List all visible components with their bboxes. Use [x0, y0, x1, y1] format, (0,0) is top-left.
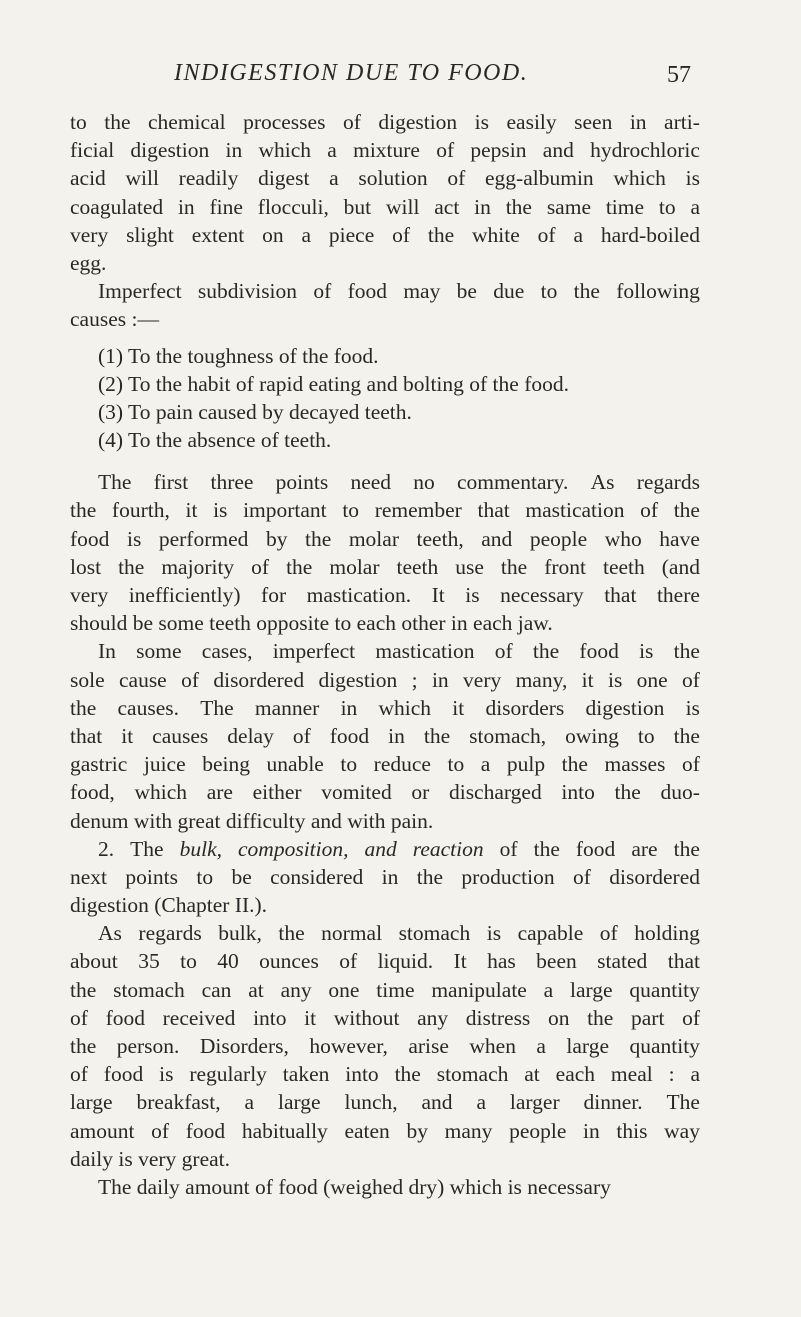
text-line: of food is regularly taken into the stomach at each meal : a	[70, 1062, 700, 1087]
text-line: causes :—	[70, 307, 159, 332]
text-line: the person. Disorders, however, arise when a large quantity	[70, 1034, 700, 1058]
text-line: should be some teeth opposite to each other in each jaw.	[70, 611, 553, 636]
text-line: As regards bulk, the normal stomach is capable of holding	[98, 921, 700, 946]
text-line: The first three points need no commentary. As regards	[98, 470, 700, 495]
text-line: daily is very great.	[70, 1146, 231, 1171]
list-item: (4) To the absence of teeth.	[98, 428, 332, 453]
text-line: large breakfast, a large lunch, and a larger dinner. The	[70, 1090, 700, 1115]
text-line: gastric juice being unable to reduce to a pulp the masses of	[70, 752, 700, 777]
text-line: amount of food habitually eaten by many people in this way	[70, 1118, 700, 1143]
page-number: 57	[667, 62, 691, 88]
list-item: (3) To pain caused by decayed teeth.	[98, 399, 412, 424]
text-line: the fourth, it is important to remember that mastication of the	[70, 498, 700, 523]
text-line: very slight extent on a piece of the white of a hard-boiled	[70, 222, 700, 247]
body-text	[70, 108, 700, 1201]
text-line: food is performed by the molar teeth, and people who have	[70, 526, 700, 551]
text-line: ficial digestion in which a mixture of pepsin and hydrochloric	[70, 138, 700, 163]
text-line: food, which are either vomited or discharged into the duo-	[70, 780, 700, 805]
text-line: sole cause of disordered digestion ; in very many, it is one of	[70, 667, 700, 692]
text-line: coagulated in fine flocculi, but will act in the same time to a	[70, 194, 700, 219]
text-line: about 35 to 40 ounces of liquid. It has been stated that	[70, 949, 700, 974]
text-line: Imperfect subdivision of food may be due to the following	[98, 279, 700, 304]
text-line: very inefficiently) for mastication. It is necessary that there	[70, 583, 700, 607]
text-line: egg.	[70, 250, 107, 275]
text-line: acid will readily digest a solution of egg-albumin which is	[70, 166, 700, 191]
text-line: that it causes delay of food in the stomach, owing to the	[70, 723, 700, 748]
list-item: (2) To the habit of rapid eating and bolting of the food.	[98, 371, 569, 396]
text-line: of food received into it without any distress on the part of	[70, 1005, 700, 1030]
running-title: INDIGESTION DUE TO FOOD.	[174, 60, 529, 86]
text-line: lost the majority of the molar teeth use the front teeth (and	[70, 554, 700, 579]
text-line: The daily amount of food (weighed dry) which is necessary	[98, 1174, 611, 1199]
list-item: (1) To the toughness of the food.	[98, 343, 379, 368]
paragraph-gap	[70, 334, 700, 342]
text-line: next points to be considered in the production of disordered	[70, 864, 700, 889]
paragraph-gap	[70, 454, 700, 468]
text-line: digestion (Chapter II.).	[70, 893, 268, 918]
text-line: the stomach can at any one time manipulate a large quantity	[70, 977, 700, 1002]
text-line: In some cases, imperfect mastication of the food is the	[98, 639, 700, 664]
text-line: the causes. The manner in which it disorders digestion is	[70, 695, 700, 720]
text-line: denum with great difficulty and with pain.	[70, 808, 434, 833]
text-line: to the chemical processes of digestion is easily seen in arti-	[70, 110, 700, 134]
text-line: 2. The bulk, composition, and reaction of the food are the	[98, 836, 700, 861]
